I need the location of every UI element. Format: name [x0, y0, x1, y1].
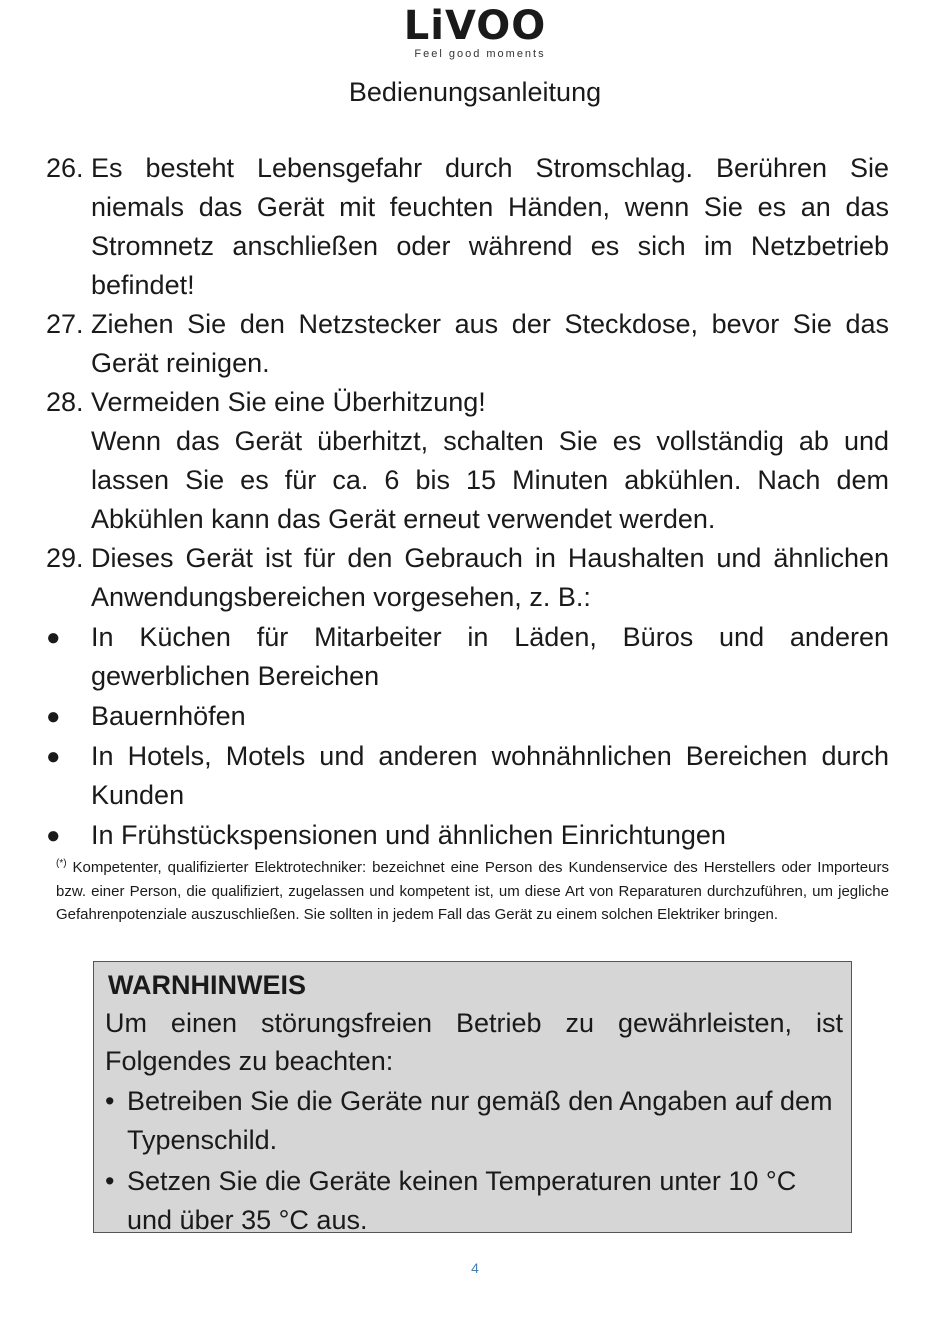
warning-box [93, 961, 852, 1233]
safety-instructions [46, 149, 889, 855]
warning-bullet-text: Betreiben Sie die Geräte nur gemäß den Angaben auf dem Typenschild. [127, 1086, 833, 1155]
logo-tagline: Feel good moments [414, 48, 546, 60]
item-number: 26. [46, 153, 84, 183]
warning-title: WARNHINWEIS [108, 970, 306, 1000]
item-text: Ziehen Sie den Netzstecker aus der Steckdose, bevor Sie das Gerät reinigen. [91, 309, 889, 378]
warning-intro: Um einen störungsfreien Betrieb zu gewährleisten, ist Folgendes zu beachten: [105, 1008, 843, 1076]
instruction-item [46, 383, 889, 422]
footnote-marker: (*) [56, 858, 67, 869]
item-text: Dieses Gerät ist für den Gebrauch in Haushalten und ähnlichen Anwendungsbereichen vorgesehen, z. B.: [91, 543, 889, 612]
bullet-text: In Hotels, Motels und anderen wohnähnlichen Bereichen durch Kunden [91, 741, 889, 810]
warning-list-item [105, 1082, 843, 1160]
bullet-icon: ● [46, 743, 61, 770]
item-number: 28. [46, 387, 84, 417]
instruction-item [46, 305, 889, 383]
bullet-icon: ● [46, 822, 61, 849]
warning-list-item [105, 1162, 843, 1240]
page-number: 4 [471, 1260, 479, 1276]
warning-bullet-text: Setzen Sie die Geräte keinen Temperaturen unter 10 °C und über 35 °C aus. [127, 1166, 797, 1235]
footnote [56, 856, 889, 927]
footnote-text: Kompetenter, qualifizierter Elektrotechniker: bezeichnet eine Person des Kundenservice des Herstellers oder Importeurs bzw. einer Person, die qualifiziert, zugelassen und kompetent ist, um diese Art von Reparaturen durchzuführen, um jegliche Gefahrenpotenziale auszuschließen. Sie sollten in jedem Fall das Gerät zu einem solchen Elektriker bringen. [56, 859, 889, 923]
instruction-item [46, 149, 889, 305]
item-number: 29. [46, 543, 84, 573]
bullet-icon: • [105, 1166, 115, 1196]
document-title: Bedienungsanleitung [348, 77, 602, 107]
bullet-text: In Küchen für Mitarbeiter in Läden, Büros und anderen gewerblichen Bereichen [91, 622, 889, 691]
item-text: Es besteht Lebensgefahr durch Stromschlag. Berühren Sie niemals das Gerät mit feuchten Händen, wenn Sie es an das Stromnetz anschließen oder während es sich im Netzbetrieb befindet! [91, 153, 889, 300]
item-number: 27. [46, 309, 84, 339]
logo-wordmark: LiVOO [403, 3, 547, 49]
list-item [46, 737, 889, 815]
item-continuation: Wenn das Gerät überhitzt, schalten Sie es vollständig ab und lassen Sie es für ca. 6 bis 15 Minuten abkühlen. Nach dem Abkühlen kann das Gerät erneut verwendet werden. [91, 426, 889, 534]
bullet-text: In Frühstückspensionen und ähnlichen Einrichtungen [91, 820, 726, 850]
bullet-icon: • [105, 1086, 115, 1116]
list-item [46, 816, 889, 855]
instruction-item [46, 539, 889, 617]
list-item [46, 697, 889, 736]
bullet-text: Bauernhöfen [91, 701, 246, 731]
bullet-icon: ● [46, 624, 61, 651]
brand-logo [0, 4, 950, 60]
item-text: Vermeiden Sie eine Überhitzung! [91, 387, 486, 417]
bullet-icon: ● [46, 703, 61, 730]
list-item [46, 618, 889, 696]
